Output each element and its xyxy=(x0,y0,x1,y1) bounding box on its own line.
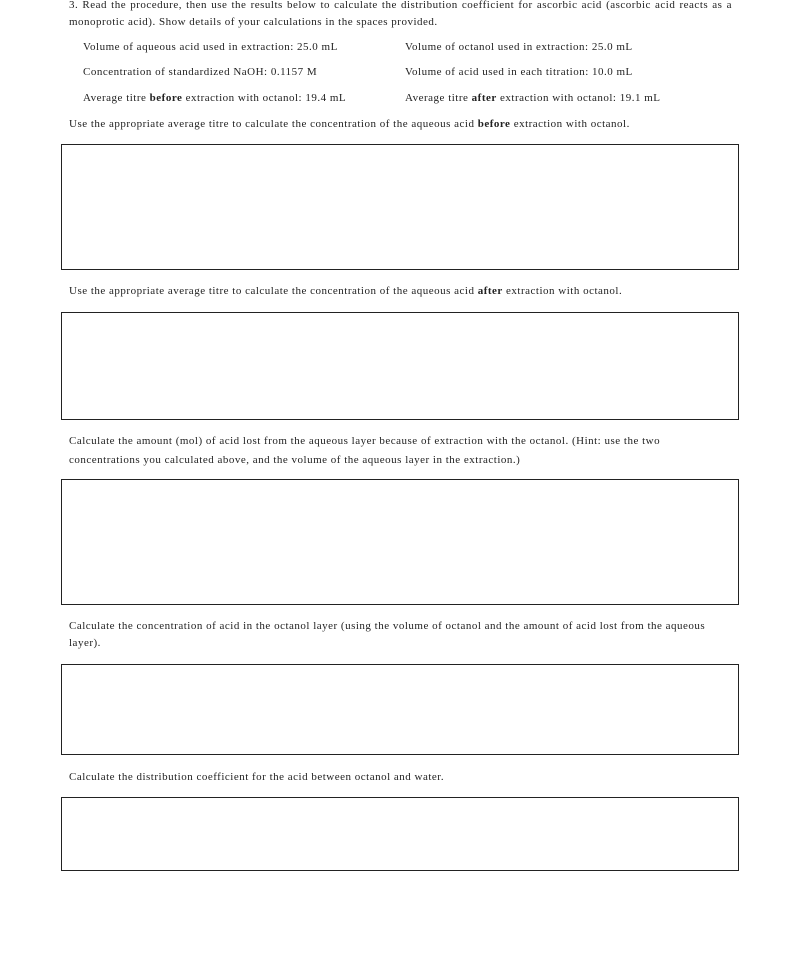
prompt-octanol-concentration: Calculate the concentration of acid in the octanol layer (using the volume of octanol and the amount of acid lost from the aqueous layer). xyxy=(69,620,706,649)
given-naoh-concentration: Concentration of standardized NaOH: 0.1157 M xyxy=(83,66,318,78)
titre-before-post: extraction with octanol: 19.4 mL xyxy=(182,92,347,104)
titre-after-post: extraction with octanol: 19.1 mL xyxy=(496,92,661,104)
question-intro: 3. Read the procedure, then use the results below to calculate the distribution coefficient for ascorbic acid (ascorbic acid reacts as a monoprotic acid). Show details of your calculations in the spaces provided. xyxy=(69,0,732,28)
prompt-2-emphasis: after xyxy=(477,285,503,297)
given-titre-after xyxy=(405,92,661,104)
given-titration-volume: Volume of acid used in each titration: 10.0 mL xyxy=(405,66,633,78)
titre-after-pre: Average titre xyxy=(405,92,472,104)
titre-before-emphasis: before xyxy=(149,92,183,104)
answer-box-concentration-before[interactable] xyxy=(61,144,739,270)
prompt-2-post: extraction with octanol. xyxy=(502,285,623,297)
prompt-1-pre: Use the appropriate average titre to calculate the concentration of the aqueous acid xyxy=(69,118,478,130)
prompt-2-pre: Use the appropriate average titre to calculate the concentration of the aqueous acid xyxy=(69,285,478,297)
titre-before-pre: Average titre xyxy=(83,92,150,104)
prompt-concentration-before xyxy=(69,115,724,134)
prompt-concentration-after xyxy=(69,282,724,301)
answer-box-octanol-concentration[interactable] xyxy=(61,664,739,755)
prompt-1-emphasis: before xyxy=(477,118,511,130)
answer-box-concentration-after[interactable] xyxy=(61,312,739,420)
given-volume-aqueous: Volume of aqueous acid used in extraction: 25.0 mL xyxy=(83,41,338,53)
titre-after-emphasis: after xyxy=(471,92,497,104)
prompt-distribution-coefficient: Calculate the distribution coefficient for the acid between octanol and water. xyxy=(69,771,445,783)
answer-box-amount-lost[interactable] xyxy=(61,479,739,605)
prompt-1-post: extraction with octanol. xyxy=(510,118,630,130)
given-volume-octanol: Volume of octanol used in extraction: 25.0 mL xyxy=(405,41,633,53)
answer-box-distribution-coefficient[interactable] xyxy=(61,797,739,871)
given-titre-before xyxy=(83,92,346,104)
prompt-amount-lost: Calculate the amount (mol) of acid lost from the aqueous layer because of extraction with the octanol. (Hint: use the two concentrations you calculated above, and the volume of the aqueous layer in the extraction.) xyxy=(69,435,661,466)
